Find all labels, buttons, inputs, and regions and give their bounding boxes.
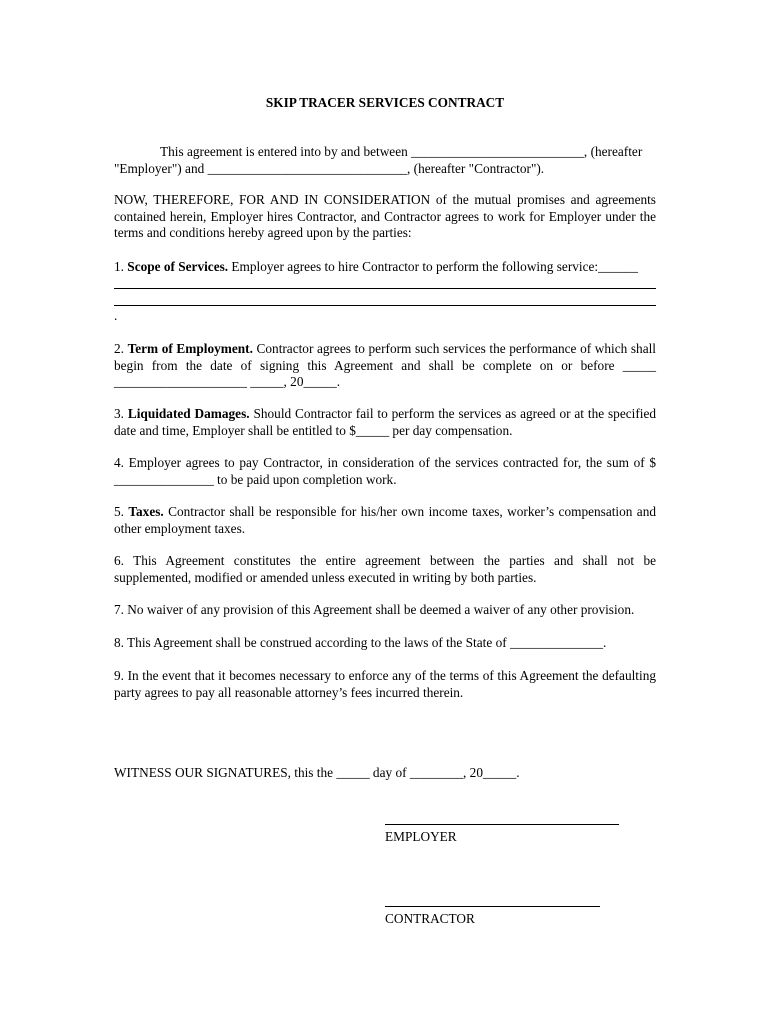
contractor-signature-line [385, 906, 600, 907]
clause-3-text: Should Contractor fail to perform the services as agreed or at the specified date and time, Employer shall be entitled to $_____ per day compensation. [114, 406, 656, 438]
recital-paragraph: NOW, THEREFORE, FOR AND IN CONSIDERATION of the mutual promises and agreements contained herein, Employer hires Contractor, and Contractor agrees to work for Employer under the terms and conditions hereby agreed upon by the parties: [114, 192, 656, 241]
clause-1-number: 1. [114, 259, 128, 274]
intro-line-2: "Employer") and ______________________________, (hereafter "Contractor"). [114, 160, 545, 176]
document-title: SKIP TRACER SERVICES CONTRACT [265, 95, 505, 110]
intro-paragraph [114, 144, 656, 177]
clause-1-text: Employer agrees to hire Contractor to perform the following service:______ [228, 259, 638, 274]
clause-7-no-waiver: 7. No waiver of any provision of this Agreement shall be deemed a waiver of any other provision. [114, 602, 635, 617]
employer-label: EMPLOYER [385, 829, 457, 844]
clause-1-end-period: . [114, 308, 118, 323]
clause-5-heading: Taxes. [128, 504, 164, 519]
clause-5-taxes [114, 504, 656, 537]
contractor-label: CONTRACTOR [385, 911, 475, 926]
witness-line: WITNESS OUR SIGNATURES, this the _____ day of ________, 20_____. [114, 765, 520, 780]
clause-3-number: 3. [114, 406, 128, 421]
clause-1-scope-of-services [114, 259, 656, 276]
employer-signature-line [385, 824, 619, 825]
clause-3-heading: Liquidated Damages. [127, 406, 250, 421]
clause-2-text: Contractor agrees to perform such services the performance of which shall begin from the date of signing this Agreement and shall be complete on or before _____ ____________________ _____, 20_____. [114, 341, 656, 390]
clause-6-entire-agreement: 6. This Agreement constitutes the entire agreement between the parties and shall not be supplemented, modified or amended unless executed in writing by both parties. [114, 553, 656, 585]
clause-8-governing-law: 8. This Agreement shall be construed according to the laws of the State of ______________. [114, 635, 607, 650]
clause-3-liquidated-damages [114, 406, 656, 439]
clause-9-attorney-fees: 9. In the event that it becomes necessary to enforce any of the terms of this Agreement the defaulting party agrees to pay all reasonable attorney’s fees incurred therein. [114, 668, 656, 700]
intro-line-1: This agreement is entered into by and between __________________________, (hereafter [160, 144, 643, 159]
clause-4-payment: 4. Employer agrees to pay Contractor, in consideration of the services contracted for, the sum of $ _______________ to be paid upon completion work. [114, 455, 656, 487]
scope-blank-line-2 [114, 305, 656, 306]
clause-1-heading: Scope of Services. [127, 259, 229, 274]
clause-2-number: 2. [114, 341, 128, 356]
clause-5-number: 5. [114, 504, 129, 519]
clause-5-text: Contractor shall be responsible for his/her own income taxes, worker’s compensation and other employment taxes. [114, 504, 656, 536]
scope-blank-line-1 [114, 288, 656, 289]
clause-2-term-of-employment [114, 341, 656, 391]
clause-2-heading: Term of Employment. [127, 341, 253, 356]
